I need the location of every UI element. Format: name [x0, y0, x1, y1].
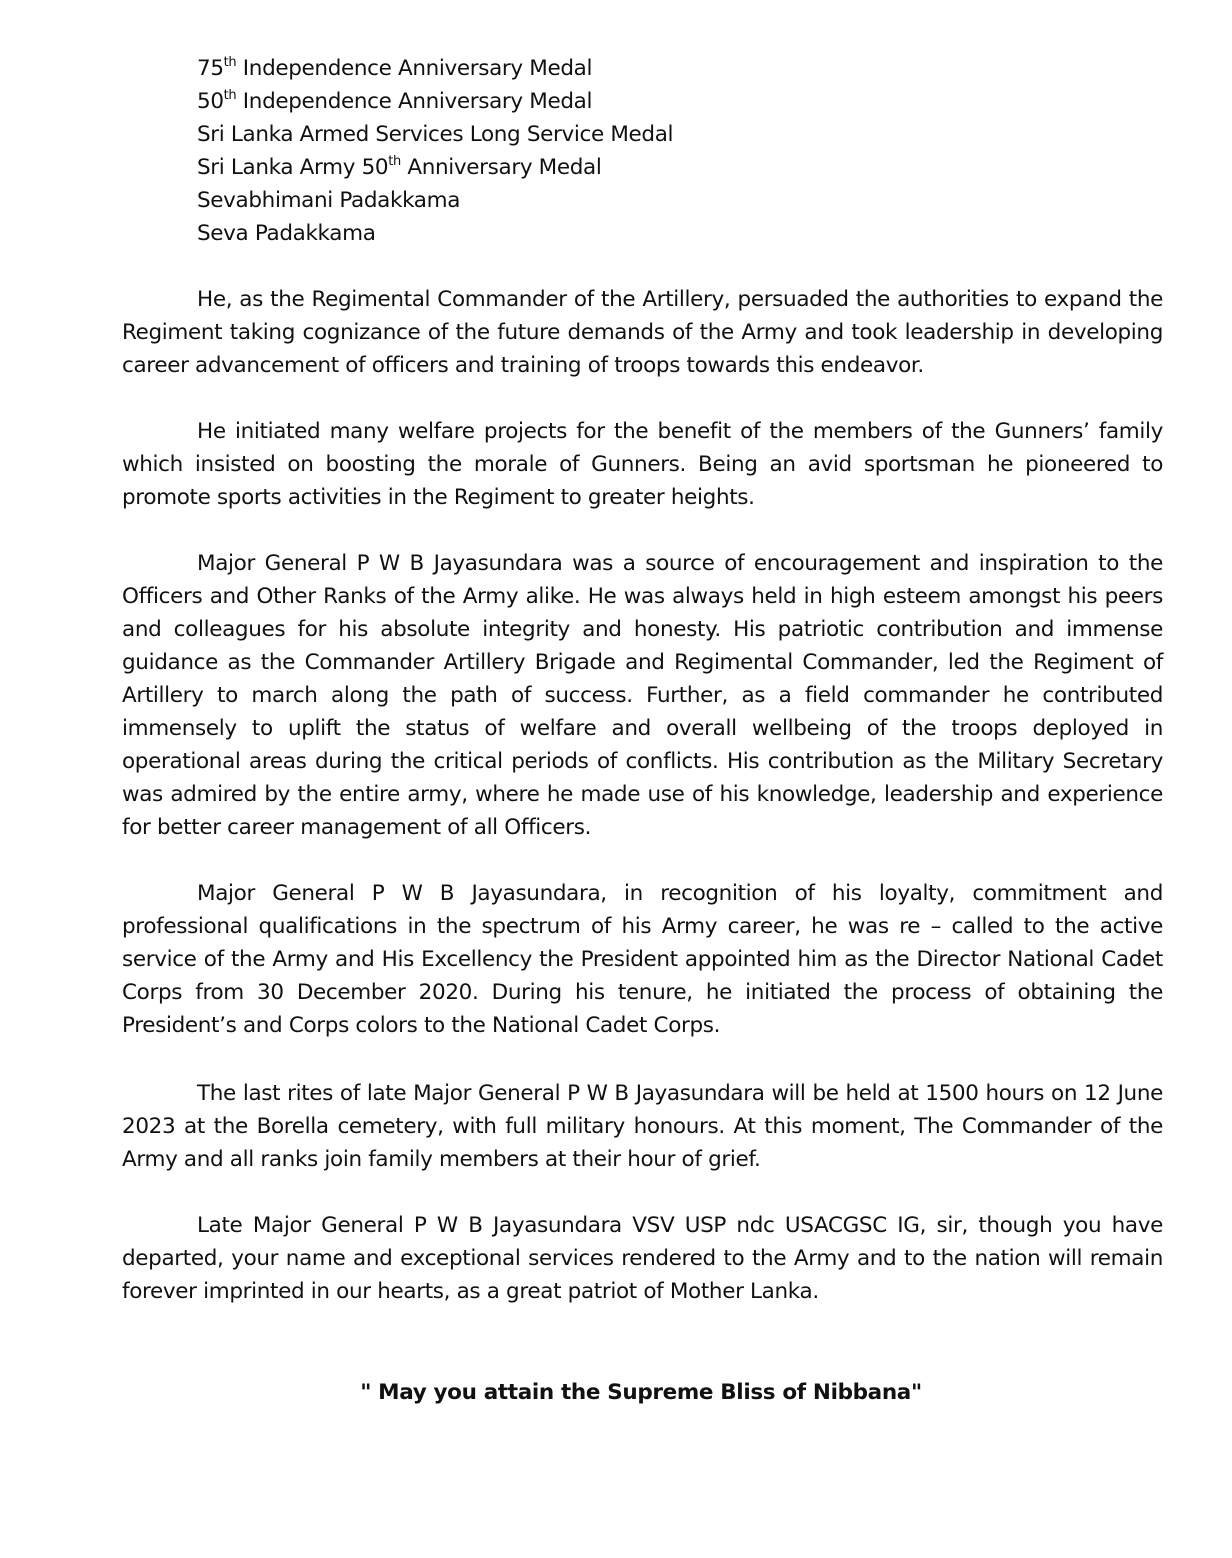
- medal-item: Sri Lanka Armed Services Long Service Medal: [197, 122, 674, 147]
- paragraph-inspiration: Major General P W B Jayasundara was a source of encouragement and inspiration to the Officers and Other Ranks of the Army alike. He was always held in high esteem amongst his peers and colleagues for his absolute integrity and honesty. His patriotic contribution and immense guidance as the Commander Artillery Brigade and Regimental Commander, led the Regiment of Artillery to march along the path of success. Further, as a field commander he contributed immensely to uplift the status of welfare and overall wellbeing of the troops deployed in operational areas during the critical periods of conflicts. His contribution as the Military Secretary was admired by the entire army, where he made use of his knowledge, leadership and experience for better career management of all Officers.: [122, 551, 1163, 840]
- paragraph-welfare-projects: He initiated many welfare projects for the benefit of the members of the Gunners’ family which insisted on boosting the morale of Gunners. Being an avid sportsman he pioneered to promote sports activities in the Regiment to greater heights.: [122, 419, 1163, 510]
- paragraph-cadet-corps: Major General P W B Jayasundara, in recognition of his loyalty, commitment and professional qualifications in the spectrum of his Army career, he was re – called to the active service of the Army and His Excellency the President appointed him as the Director National Cadet Corps from 30 December 2020. During his tenure, he initiated the process of obtaining the President’s and Corps colors to the National Cadet Corps.: [122, 881, 1163, 1038]
- paragraph-last-rites: The last rites of late Major General P W B Jayasundara will be held at 1500 hours on 12 June 2023 at the Borella cemetery, with full military honours. At this moment, The Commander of the Army and all ranks join family members at their hour of grief.: [122, 1081, 1163, 1172]
- medal-item: Seva Padakkama: [197, 221, 376, 246]
- closing-blessing: " May you attain the Supreme Bliss of Nibbana": [360, 1380, 922, 1405]
- medal-item: 50th Independence Anniversary Medal: [197, 87, 593, 114]
- medal-item: Sevabhimani Padakkama: [197, 188, 461, 213]
- medal-list: [197, 52, 897, 250]
- medal-item: 75th Independence Anniversary Medal: [197, 54, 593, 81]
- paragraph-regimental-commander: He, as the Regimental Commander of the Artillery, persuaded the authorities to expand the Regiment taking cognizance of the future demands of the Army and took leadership in developing career advancement of officers and training of troops towards this endeavor.: [122, 287, 1163, 378]
- paragraph-tribute: Late Major General P W B Jayasundara VSV USP ndc USACGSC IG, sir, though you have departed, your name and exceptional services rendered to the Army and to the nation will remain forever imprinted in our hearts, as a great patriot of Mother Lanka.: [122, 1213, 1163, 1304]
- medal-item: Sri Lanka Army 50th Anniversary Medal: [197, 153, 602, 180]
